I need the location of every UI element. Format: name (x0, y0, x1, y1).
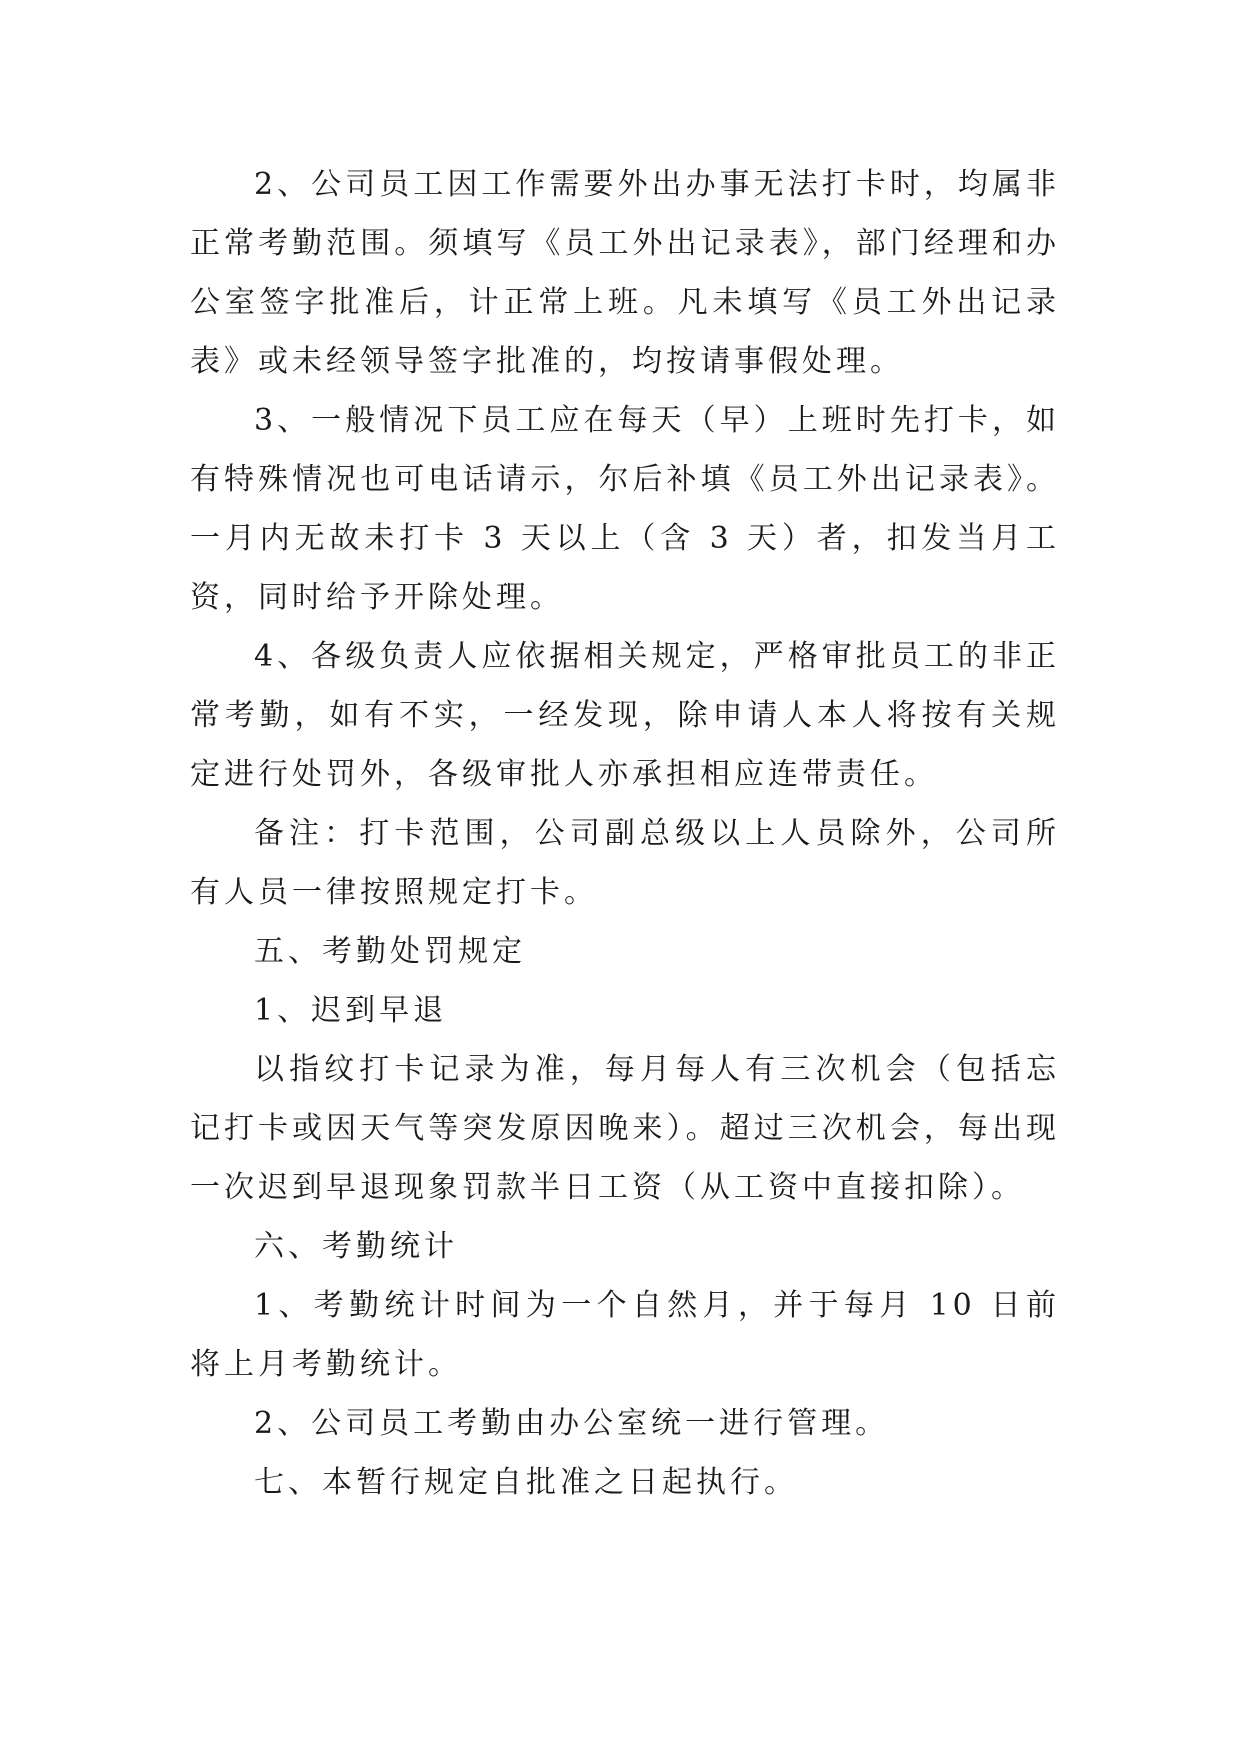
section-heading-6: 六、考勤统计 (254, 1229, 458, 1264)
section-heading-7: 七、本暂行规定自批准之日起执行。 (254, 1465, 798, 1500)
paragraph-statistics-1: 1、考勤统计时间为一个自然月，并于每月 10 日前将上月考勤统计。 (190, 1288, 1060, 1382)
paragraph-item-4: 4、各级负责人应依据相关规定，严格审批员工的非正常考勤，如有不实，一经发现，除申请人本人将按有关规定进行处罚外，各级审批人亦承担相应连带责任。 (190, 639, 1060, 792)
paragraph-note: 备注：打卡范围，公司副总级以上人员除外，公司所有人员一律按照规定打卡。 (190, 816, 1060, 910)
section-heading-5: 五、考勤处罚规定 (254, 934, 526, 969)
paragraph-penalty-detail: 以指纹打卡记录为准，每月每人有三次机会（包括忘记打卡或因天气等突发原因晚来）。超过三次机会，每出现一次迟到早退现象罚款半日工资（从工资中直接扣除）。 (190, 1052, 1060, 1205)
paragraph-item-3: 3、一般情况下员工应在每天（早）上班时先打卡，如有特殊情况也可电话请示，尔后补填《员工外出记录表》。一月内无故未打卡 3 天以上（含 3 天）者，扣发当月工资，同时给予开除处理。 (190, 403, 1060, 615)
subheading-late-early: 1、迟到早退 (254, 993, 448, 1028)
document-body (190, 155, 1060, 1512)
paragraph-item-2: 2、公司员工因工作需要外出办事无法打卡时，均属非正常考勤范围。须填写《员工外出记录表》，部门经理和办公室签字批准后，计正常上班。凡未填写《员工外出记录表》或未经领导签字批准的，均按请事假处理。 (190, 167, 1060, 379)
paragraph-statistics-2: 2、公司员工考勤由办公室统一进行管理。 (254, 1406, 890, 1441)
